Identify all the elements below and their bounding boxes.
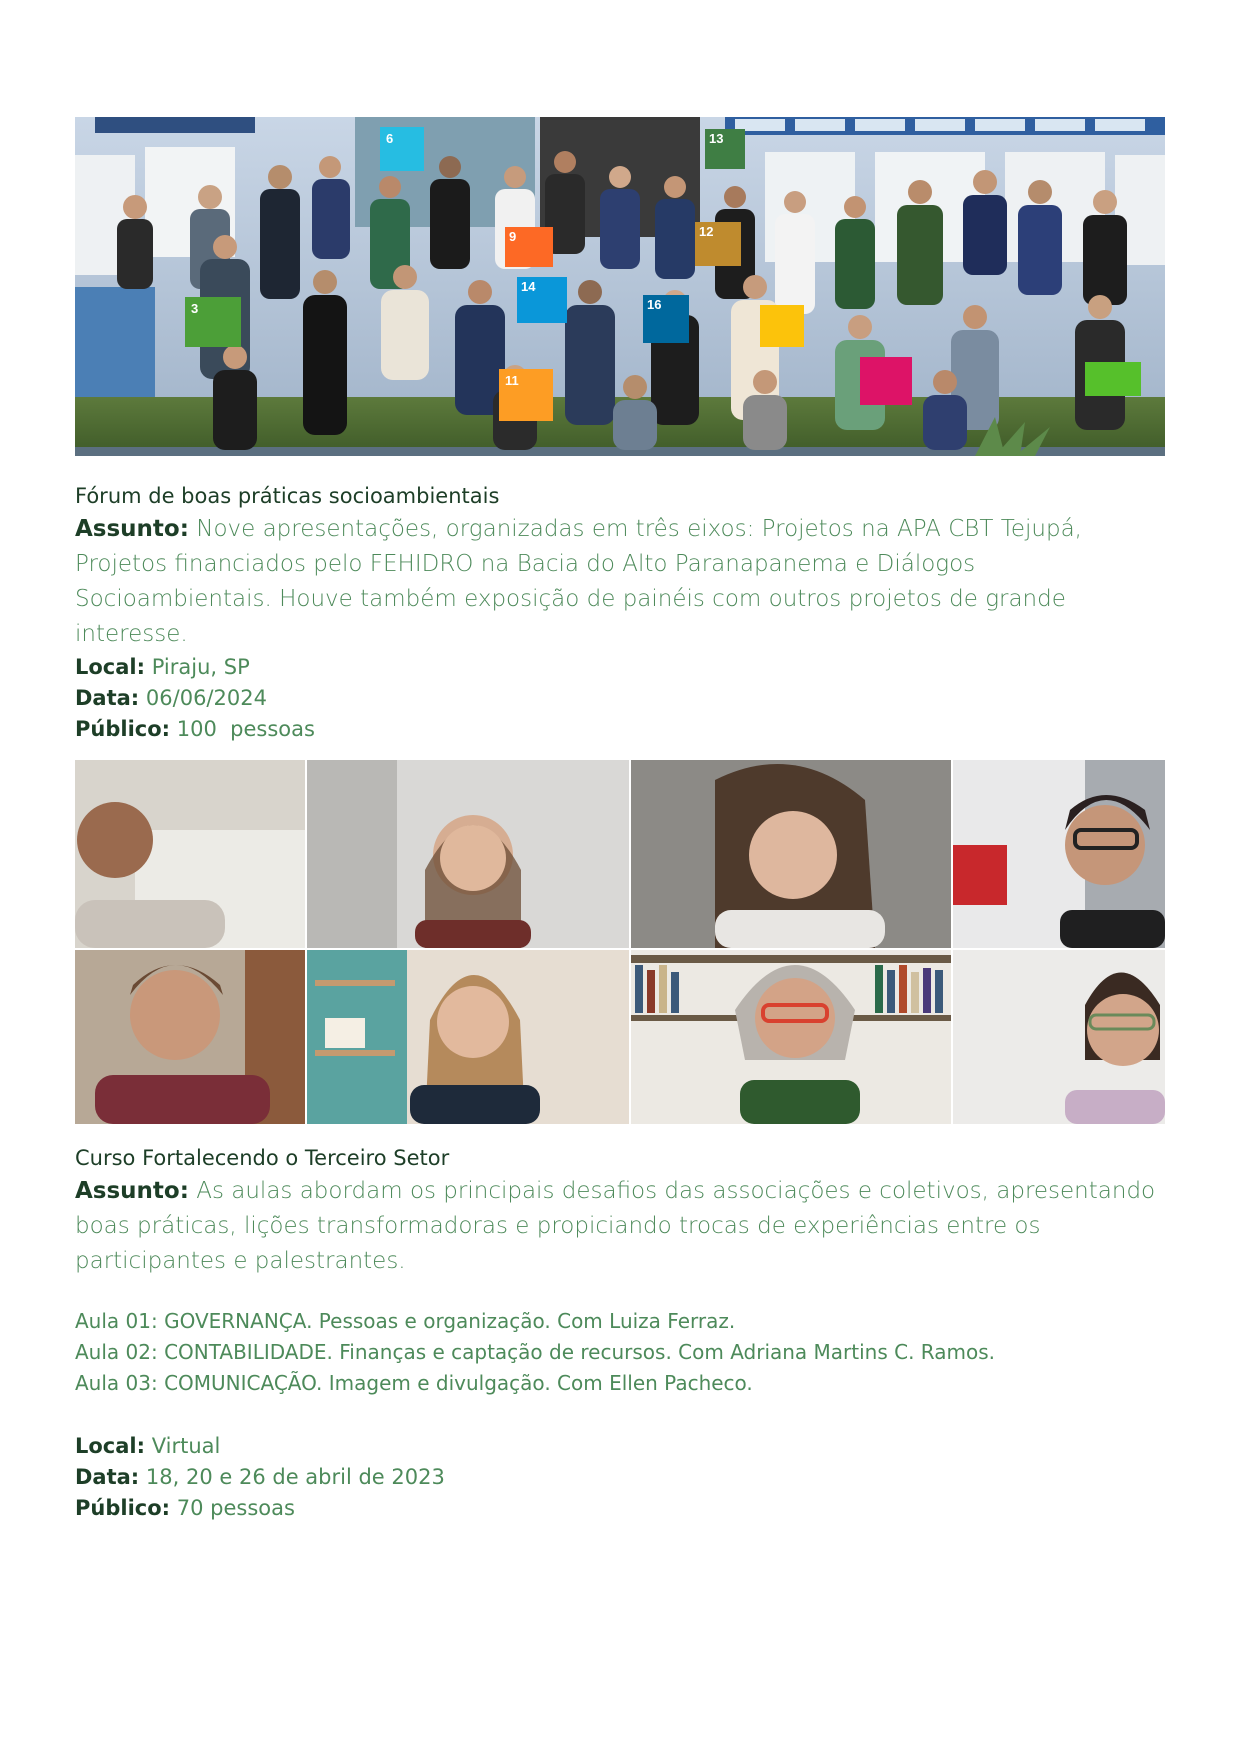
curso-data	[75, 1462, 1165, 1493]
sdg-sign-label: 13	[709, 131, 724, 146]
local-value: Virtual	[151, 1434, 221, 1458]
sdg-sign-label: 6	[386, 131, 394, 146]
forum-data	[75, 683, 1165, 714]
data-value: 18, 20 e 26 de abril de 2023	[145, 1465, 445, 1489]
aula-item: Aula 01: GOVERNANÇA. Pessoas e organização. Com Luiza Ferraz.	[75, 1309, 736, 1333]
section-forum	[75, 481, 1165, 745]
local-label: Local:	[75, 655, 146, 679]
curso-assunto	[75, 1174, 1165, 1279]
group-photo	[75, 117, 1165, 456]
forum-local	[75, 652, 1165, 683]
publico-label: Público:	[75, 717, 171, 741]
data-label: Data:	[75, 686, 140, 710]
sdg-sign-label: 14	[521, 279, 536, 294]
curso-title: Curso Fortalecendo o Terceiro Setor	[75, 1146, 450, 1170]
sdg-sign-label: 16	[647, 297, 662, 312]
publico-label: Público:	[75, 1496, 171, 1520]
assunto-label: Assunto:	[75, 516, 189, 542]
sdg-sign-label: 12	[699, 224, 714, 239]
curso-meta	[75, 1431, 1165, 1524]
sdg-sign-label: 3	[191, 301, 199, 316]
assunto-label: Assunto:	[75, 1178, 189, 1204]
data-value: 06/06/2024	[145, 686, 267, 710]
assunto-text: As aulas abordam os principais desafios das associações e coletivos, apresentando boas práticas, lições transformadoras e propiciando trocas de experiências entre os participantes e palestrantes.	[75, 1178, 1156, 1274]
curso-publico	[75, 1493, 1165, 1524]
aulas-list	[75, 1306, 1165, 1399]
local-label: Local:	[75, 1434, 146, 1458]
data-label: Data:	[75, 1465, 140, 1489]
forum-assunto	[75, 512, 1165, 652]
sdg-sign-label: 9	[509, 229, 517, 244]
forum-title: Fórum de boas práticas socioambientais	[75, 484, 500, 508]
local-value: Piraju, SP	[151, 655, 250, 679]
video-call-photo	[75, 760, 1165, 1124]
curso-local	[75, 1431, 1165, 1462]
publico-value: 70 pessoas	[176, 1496, 295, 1520]
aula-item: Aula 03: COMUNICAÇÃO. Imagem e divulgação. Com Ellen Pacheco.	[75, 1371, 753, 1395]
forum-publico	[75, 714, 1165, 745]
section-curso	[75, 1143, 1165, 1524]
assunto-text: Nove apresentações, organizadas em três eixos: Projetos na APA CBT Tejupá, Projetos financiados pelo FEHIDRO na Bacia do Alto Paranapanema e Diálogos Socioambientais. Houve também exposição de painéis com outros projetos de grande interesse.	[75, 516, 1082, 647]
aula-item: Aula 02: CONTABILIDADE. Finanças e captação de recursos. Com Adriana Martins C. Ramos.	[75, 1340, 996, 1364]
publico-value: 100 pessoas	[176, 717, 315, 741]
sdg-sign-label: 11	[505, 373, 519, 388]
